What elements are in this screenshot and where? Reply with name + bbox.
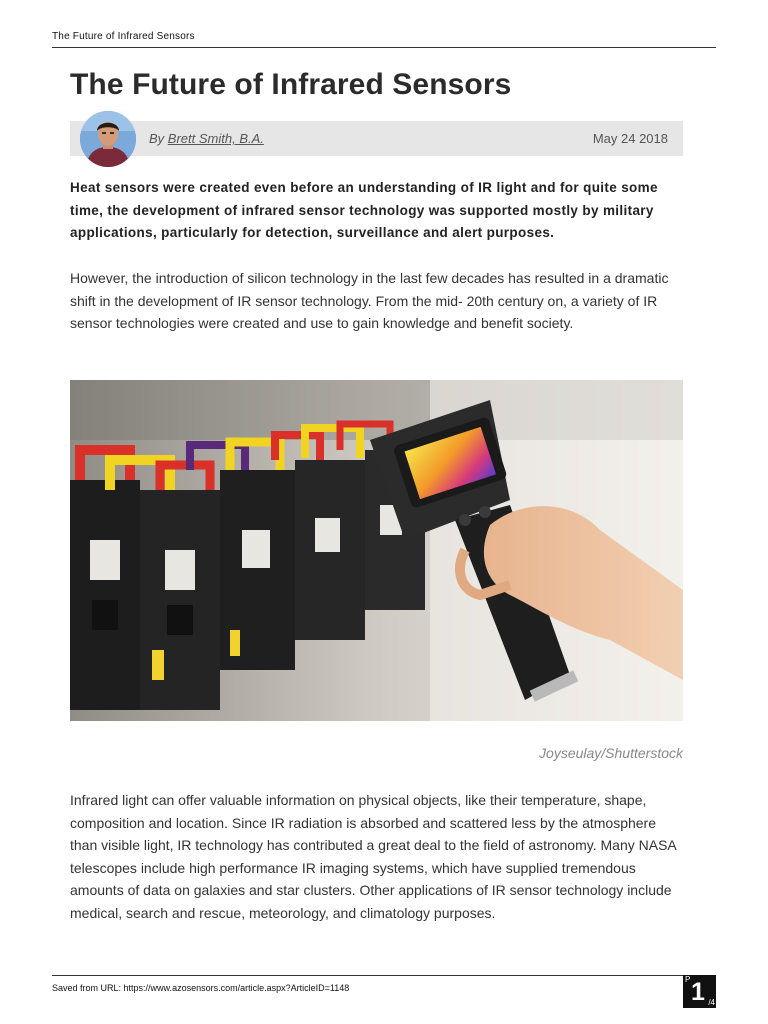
article-title: The Future of Infrared Sensors (70, 68, 512, 101)
page-total: /4 (708, 998, 715, 1007)
running-header-title: The Future of Infrared Sensors (52, 31, 195, 42)
page-letter: P (685, 975, 691, 984)
source-url-link[interactable]: https://www.azosensors.com/article.aspx?ArticleID=1148 (123, 983, 350, 993)
lead-paragraph: Heat sensors were created even before an understanding of IR light and for quite some time, the development of infrared sensor technology was supported mostly by military applications, particularly for detection, surveillance and alert purposes. (70, 180, 658, 240)
publication-date: May 24 2018 (592, 131, 668, 146)
byline (149, 131, 264, 146)
header-divider (52, 47, 716, 48)
saved-from-label: Saved from URL: (52, 983, 122, 993)
thermal-camera-photo (70, 380, 683, 721)
page-indicator (683, 975, 716, 1008)
author-link[interactable]: Brett Smith, B.A. (167, 131, 264, 146)
byline-prefix: By (149, 131, 165, 146)
footer-saved-url (52, 983, 349, 993)
page-number: 1 (691, 978, 705, 1006)
author-avatar[interactable] (80, 111, 136, 167)
image-credit: Joyseulay/Shutterstock (539, 745, 683, 761)
footer-divider (52, 975, 685, 976)
body-paragraph: Infrared light can offer valuable information on physical objects, like their temperature, shape, composition and location. Since IR radiation is absorbed and scattered less by the atmosphere than visible light, IR technology has contributed a great deal to the field of astronomy. Many NASA telescopes include high performance IR imaging systems, which have supplied tremendous amounts of data on galaxies and star clusters. Other applications of IR sensor technology include medical, search and rescue, meteorology, and climatology purposes. (70, 792, 676, 921)
body-paragraph: However, the introduction of silicon technology in the last few decades has resulted in a dramatic shift in the development of IR sensor technology. From the mid- 20th century on, a variety of IR sensor technologies were created and use to gain knowledge and benefit society. (70, 270, 669, 331)
